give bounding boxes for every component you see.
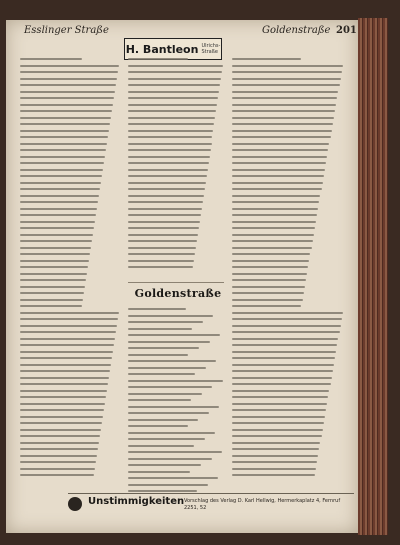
text-line-placeholder bbox=[232, 58, 301, 60]
text-line-placeholder bbox=[128, 354, 188, 356]
text-line-placeholder bbox=[20, 273, 87, 275]
text-line-placeholder bbox=[20, 448, 98, 450]
text-line-placeholder bbox=[232, 396, 328, 398]
text-line-placeholder bbox=[232, 383, 331, 385]
footer-headline: Unstimmigkeiten bbox=[88, 496, 185, 507]
text-line-placeholder bbox=[232, 221, 316, 223]
text-line-placeholder bbox=[232, 422, 324, 424]
text-line-placeholder bbox=[20, 195, 99, 197]
text-line-placeholder bbox=[20, 214, 96, 216]
text-line-placeholder bbox=[128, 393, 202, 395]
text-line-placeholder bbox=[232, 104, 336, 106]
text-line-placeholder bbox=[128, 425, 188, 427]
text-line-placeholder bbox=[128, 78, 221, 80]
text-line-placeholder bbox=[20, 240, 92, 242]
text-line-placeholder bbox=[128, 253, 195, 255]
text-line-placeholder bbox=[128, 315, 213, 317]
text-line-placeholder bbox=[20, 253, 90, 255]
text-line-placeholder bbox=[128, 445, 194, 447]
page-edges bbox=[358, 18, 388, 535]
text-line-placeholder bbox=[128, 227, 199, 229]
text-line-placeholder bbox=[232, 468, 316, 470]
text-line-placeholder bbox=[128, 195, 204, 197]
text-line-placeholder bbox=[128, 84, 220, 86]
text-line-placeholder bbox=[20, 130, 109, 132]
text-line-placeholder bbox=[232, 318, 342, 320]
text-line-placeholder bbox=[232, 455, 318, 457]
text-line-placeholder bbox=[232, 169, 325, 171]
text-line-placeholder bbox=[128, 182, 206, 184]
text-line-placeholder bbox=[232, 364, 334, 366]
text-line-placeholder bbox=[20, 156, 105, 158]
text-line-placeholder bbox=[128, 341, 210, 343]
text-line-placeholder bbox=[20, 468, 95, 470]
text-line-placeholder bbox=[128, 347, 199, 349]
text-line-placeholder bbox=[128, 188, 205, 190]
text-line-placeholder bbox=[128, 156, 210, 158]
text-line-placeholder bbox=[20, 409, 104, 411]
section-divider bbox=[128, 282, 224, 283]
text-line-placeholder bbox=[20, 162, 104, 164]
text-line-placeholder bbox=[128, 260, 194, 262]
text-line-placeholder bbox=[128, 240, 197, 242]
text-line-placeholder bbox=[232, 214, 317, 216]
text-line-placeholder bbox=[20, 58, 82, 60]
emblem-icon bbox=[68, 497, 82, 511]
text-line-placeholder bbox=[232, 234, 314, 236]
text-line-placeholder bbox=[232, 84, 340, 86]
advertiser-subtitle: Ulrichs- Straße bbox=[201, 43, 221, 55]
text-line-placeholder bbox=[20, 266, 88, 268]
text-line-placeholder bbox=[128, 123, 214, 125]
text-line-placeholder bbox=[232, 390, 329, 392]
text-line-placeholder bbox=[128, 419, 198, 421]
text-line-placeholder bbox=[128, 321, 203, 323]
footer-advertisement bbox=[68, 493, 354, 516]
text-line-placeholder bbox=[128, 432, 215, 434]
text-line-placeholder bbox=[128, 386, 212, 388]
text-line-placeholder bbox=[232, 97, 337, 99]
text-line-placeholder bbox=[20, 286, 85, 288]
text-line-placeholder bbox=[232, 149, 328, 151]
text-line-placeholder bbox=[20, 123, 110, 125]
text-line-placeholder bbox=[20, 364, 111, 366]
text-line-placeholder bbox=[20, 65, 119, 67]
text-line-placeholder bbox=[232, 474, 315, 476]
text-line-placeholder bbox=[232, 299, 303, 301]
column-middle-lower bbox=[128, 308, 224, 497]
text-line-placeholder bbox=[128, 458, 212, 460]
text-line-placeholder bbox=[232, 351, 336, 353]
text-line-placeholder bbox=[128, 149, 211, 151]
text-line-placeholder bbox=[232, 357, 335, 359]
text-line-placeholder bbox=[128, 201, 203, 203]
text-line-placeholder bbox=[232, 338, 338, 340]
column-right bbox=[232, 58, 344, 481]
text-line-placeholder bbox=[20, 136, 108, 138]
text-line-placeholder bbox=[20, 312, 119, 314]
column-middle bbox=[128, 58, 224, 273]
text-line-placeholder bbox=[128, 117, 215, 119]
text-line-placeholder bbox=[20, 461, 96, 463]
text-line-placeholder bbox=[128, 328, 192, 330]
page-number: 201 bbox=[336, 25, 357, 36]
text-line-placeholder bbox=[20, 403, 105, 405]
text-line-placeholder bbox=[232, 156, 327, 158]
text-line-placeholder bbox=[232, 266, 308, 268]
text-line-placeholder bbox=[232, 344, 337, 346]
text-line-placeholder bbox=[232, 331, 340, 333]
text-line-placeholder bbox=[20, 357, 112, 359]
text-line-placeholder bbox=[20, 188, 100, 190]
text-line-placeholder bbox=[20, 143, 107, 145]
text-line-placeholder bbox=[20, 383, 108, 385]
text-line-placeholder bbox=[20, 84, 116, 86]
text-line-placeholder bbox=[128, 367, 206, 369]
text-line-placeholder bbox=[232, 461, 317, 463]
text-line-placeholder bbox=[20, 338, 115, 340]
text-line-placeholder bbox=[232, 78, 341, 80]
text-line-placeholder bbox=[232, 65, 343, 67]
text-line-placeholder bbox=[232, 240, 313, 242]
text-line-placeholder bbox=[232, 416, 325, 418]
text-line-placeholder bbox=[232, 227, 315, 229]
text-line-placeholder bbox=[20, 325, 117, 327]
text-line-placeholder bbox=[20, 331, 116, 333]
text-line-placeholder bbox=[128, 208, 202, 210]
text-line-placeholder bbox=[128, 380, 223, 382]
text-line-placeholder bbox=[232, 208, 318, 210]
text-line-placeholder bbox=[128, 477, 218, 479]
text-line-placeholder bbox=[20, 390, 107, 392]
text-line-placeholder bbox=[128, 308, 186, 310]
text-line-placeholder bbox=[20, 201, 98, 203]
text-line-placeholder bbox=[128, 451, 222, 453]
text-line-placeholder bbox=[128, 406, 219, 408]
text-line-placeholder bbox=[20, 104, 113, 106]
text-line-placeholder bbox=[128, 65, 223, 67]
text-line-placeholder bbox=[128, 214, 201, 216]
text-line-placeholder bbox=[128, 334, 220, 336]
text-line-placeholder bbox=[128, 169, 208, 171]
text-line-placeholder bbox=[232, 305, 301, 307]
text-line-placeholder bbox=[20, 117, 111, 119]
text-line-placeholder bbox=[20, 247, 91, 249]
text-line-placeholder bbox=[232, 286, 305, 288]
text-line-placeholder bbox=[128, 97, 218, 99]
text-line-placeholder bbox=[20, 227, 94, 229]
text-line-placeholder bbox=[128, 221, 200, 223]
running-head-left: Esslinger Straße bbox=[24, 25, 109, 36]
text-line-placeholder bbox=[20, 208, 97, 210]
text-line-placeholder bbox=[128, 234, 198, 236]
text-line-placeholder bbox=[128, 136, 212, 138]
text-line-placeholder bbox=[20, 474, 94, 476]
text-line-placeholder bbox=[232, 429, 323, 431]
text-line-placeholder bbox=[20, 344, 114, 346]
text-line-placeholder bbox=[232, 273, 307, 275]
text-line-placeholder bbox=[20, 71, 118, 73]
text-line-placeholder bbox=[232, 175, 324, 177]
footer-text: Vorschlag des Verlag D. Karl Hellwig, Hermerkaplatz 4, Fernruf 2251, 52 bbox=[184, 498, 341, 511]
text-line-placeholder bbox=[232, 117, 334, 119]
text-line-placeholder bbox=[128, 412, 209, 414]
text-line-placeholder bbox=[20, 149, 106, 151]
text-line-placeholder bbox=[20, 91, 115, 93]
text-line-placeholder bbox=[232, 253, 310, 255]
text-line-placeholder bbox=[128, 464, 201, 466]
text-line-placeholder bbox=[20, 169, 103, 171]
text-line-placeholder bbox=[128, 91, 219, 93]
text-line-placeholder bbox=[232, 91, 338, 93]
text-line-placeholder bbox=[20, 110, 112, 112]
text-line-placeholder bbox=[20, 370, 110, 372]
text-line-placeholder bbox=[20, 78, 117, 80]
text-line-placeholder bbox=[232, 201, 319, 203]
text-line-placeholder bbox=[232, 325, 341, 327]
text-line-placeholder bbox=[232, 71, 342, 73]
text-line-placeholder bbox=[128, 438, 205, 440]
text-line-placeholder bbox=[232, 370, 333, 372]
text-line-placeholder bbox=[128, 484, 208, 486]
text-line-placeholder bbox=[20, 260, 89, 262]
text-line-placeholder bbox=[128, 71, 222, 73]
text-line-placeholder bbox=[20, 175, 102, 177]
text-line-placeholder bbox=[232, 403, 327, 405]
text-line-placeholder bbox=[20, 305, 82, 307]
text-line-placeholder bbox=[232, 188, 322, 190]
text-line-placeholder bbox=[232, 312, 343, 314]
text-line-placeholder bbox=[232, 123, 333, 125]
text-line-placeholder bbox=[20, 221, 95, 223]
text-line-placeholder bbox=[20, 429, 101, 431]
text-line-placeholder bbox=[232, 448, 319, 450]
running-head-right: Goldenstraße bbox=[262, 25, 331, 36]
text-line-placeholder bbox=[128, 471, 190, 473]
text-line-placeholder bbox=[20, 377, 109, 379]
column-left bbox=[20, 58, 120, 481]
text-line-placeholder bbox=[232, 162, 326, 164]
advertiser-name: H. Bantleon bbox=[125, 42, 199, 56]
text-line-placeholder bbox=[232, 409, 326, 411]
text-line-placeholder bbox=[232, 247, 312, 249]
text-line-placeholder bbox=[20, 182, 101, 184]
text-line-placeholder bbox=[20, 455, 97, 457]
text-line-placeholder bbox=[232, 279, 306, 281]
text-line-placeholder bbox=[20, 435, 100, 437]
text-line-placeholder bbox=[128, 399, 191, 401]
text-line-placeholder bbox=[20, 234, 93, 236]
text-line-placeholder bbox=[232, 130, 332, 132]
text-line-placeholder bbox=[20, 279, 86, 281]
text-line-placeholder bbox=[20, 318, 118, 320]
text-line-placeholder bbox=[232, 143, 329, 145]
text-line-placeholder bbox=[20, 299, 83, 301]
text-line-placeholder bbox=[128, 247, 196, 249]
text-line-placeholder bbox=[232, 292, 304, 294]
text-line-placeholder bbox=[128, 162, 209, 164]
text-line-placeholder bbox=[20, 351, 113, 353]
text-line-placeholder bbox=[128, 490, 197, 492]
text-line-placeholder bbox=[128, 266, 193, 268]
text-line-placeholder bbox=[128, 175, 207, 177]
text-line-placeholder bbox=[128, 130, 213, 132]
text-line-placeholder bbox=[128, 360, 216, 362]
text-line-placeholder bbox=[20, 292, 84, 294]
text-line-placeholder bbox=[20, 97, 114, 99]
text-line-placeholder bbox=[20, 422, 102, 424]
text-line-placeholder bbox=[128, 58, 188, 60]
text-line-placeholder bbox=[232, 195, 320, 197]
text-line-placeholder bbox=[20, 416, 103, 418]
text-line-placeholder bbox=[232, 435, 322, 437]
text-line-placeholder bbox=[128, 373, 195, 375]
text-line-placeholder bbox=[232, 110, 335, 112]
text-line-placeholder bbox=[232, 136, 331, 138]
header-advertisement bbox=[124, 38, 222, 60]
section-title: Goldenstraße bbox=[134, 287, 222, 300]
text-line-placeholder bbox=[232, 377, 332, 379]
text-line-placeholder bbox=[128, 110, 216, 112]
text-line-placeholder bbox=[20, 442, 99, 444]
text-line-placeholder bbox=[232, 442, 320, 444]
text-line-placeholder bbox=[232, 182, 323, 184]
text-line-placeholder bbox=[232, 260, 309, 262]
text-line-placeholder bbox=[128, 104, 217, 106]
text-line-placeholder bbox=[20, 396, 106, 398]
text-line-placeholder bbox=[128, 143, 212, 145]
